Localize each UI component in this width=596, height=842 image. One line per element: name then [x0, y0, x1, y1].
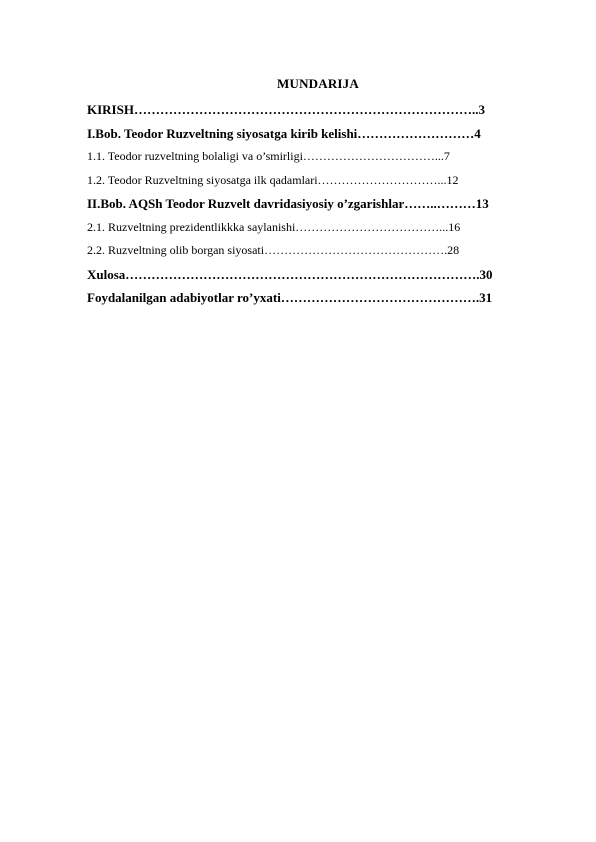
toc-entry-kirish: KIRISH……………………………………………………………………..3 [87, 102, 485, 117]
table-of-contents [87, 98, 527, 310]
page-title: MUNDARIJA [277, 76, 359, 91]
toc-entry-section-1-1: 1.1. Teodor ruzveltning bolaligi va o’smirligi……………………………...7 [87, 149, 450, 163]
toc-entry-chapter-1: I.Bob. Teodor Ruzveltning siyosatga kirib kelishi………………………4 [87, 125, 481, 141]
toc-entry-chapter-2: II.Bob. AQSh Teodor Ruzvelt davridasiyosiy o’zgarishlar……..………13 [87, 196, 489, 211]
toc-entry-section-2-2: 2.2. Ruzveltning olib borgan siyosati……………………………………….28 [87, 243, 460, 257]
toc-entry-xulosa: Xulosa……………………………………………………………………….30 [87, 266, 493, 282]
toc-entry-section-1-2: 1.2. Teodor Ruzveltning siyosatga ilk qadamlari…………………………...12 [87, 172, 459, 187]
toc-entry-section-2-1: 2.1. Ruzveltning prezidentlikkka saylanishi………………………………...16 [87, 219, 461, 234]
toc-entry-bibliography: Foydalanilgan adabiyotlar ro’yxati……………………………………….31 [87, 290, 493, 305]
